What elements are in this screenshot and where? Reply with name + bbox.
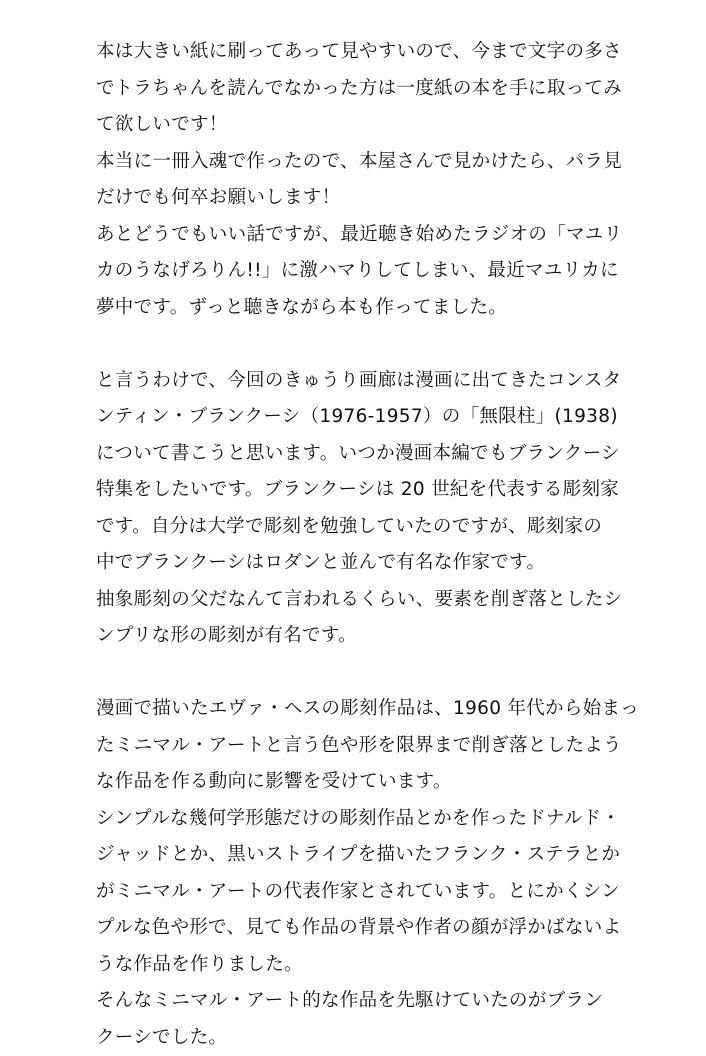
- text-line: 中でブランクーシはロダンと並んで有名な作家です。: [96, 545, 626, 582]
- text-line: がミニマル・アートの代表作家とされています。とにかくシン: [96, 874, 626, 911]
- text-line: プルな色や形で、見ても作品の背景や作者の顔が浮かばないよ: [96, 910, 626, 947]
- text-line: 本当に一冊入魂で作ったので、本屋さんで見かけたら、パラ見: [96, 144, 626, 181]
- text-line: だけでも何卒お願いします！: [96, 180, 626, 217]
- text-line: ジャッドとか、黒いストライプを描いたフランク・ステラとか: [96, 837, 626, 874]
- text-line: と言うわけで、今回のきゅうり画廊は漫画に出てきたコンスタ: [96, 363, 626, 400]
- text-line: 夢中です。ずっと聴きながら本も作ってました。: [96, 290, 626, 327]
- text-line: について書こうと思います。いつか漫画本編でもブランクーシ: [96, 436, 626, 473]
- text-line: な作品を作る動向に影響を受けています。: [96, 764, 626, 801]
- text-line: ンプリな形の彫刻が有名です。: [96, 618, 626, 655]
- paragraph-spacer: [96, 655, 626, 692]
- text-line: カのうなげろりん!!」に激ハマりしてしまい、最近マユリカに: [96, 253, 626, 290]
- paragraph-spacer: [96, 326, 626, 363]
- text-line: そんなミニマル・アート的な作品を先駆けていたのがブラン: [96, 983, 626, 1020]
- text-line: です。自分は大学で彫刻を勉強していたのですが、彫刻家の: [96, 509, 626, 546]
- text-line: 抽象彫刻の父だなんて言われるくらい、要素を削ぎ落としたシ: [96, 582, 626, 619]
- text-line: あとどうでもいい話ですが、最近聴き始めたラジオの「マユリ: [96, 217, 626, 254]
- text-line: クーシでした。: [96, 1020, 626, 1056]
- text-line: て欲しいです！: [96, 107, 626, 144]
- text-line: 特集をしたいです。ブランクーシは 20 世紀を代表する彫刻家: [96, 472, 626, 509]
- text-line: シンプルな幾何学形態だけの彫刻作品とかを作ったドナルド・: [96, 801, 626, 838]
- text-line: たミニマル・アートと言う色や形を限界まで削ぎ落としたよう: [96, 728, 626, 765]
- text-line: うな作品を作りました。: [96, 947, 626, 984]
- body-text: [96, 34, 626, 1056]
- text-line: でトラちゃんを読んでなかった方は一度紙の本を手に取ってみ: [96, 71, 626, 108]
- text-line: ンティン・ブランクーシ（1976-1957）の「無限柱」(1938): [96, 399, 626, 436]
- text-line: 本は大きい紙に刷ってあって見やすいので、今まで文字の多さ: [96, 34, 626, 71]
- text-line: 漫画で描いたエヴァ・ヘスの彫刻作品は、1960 年代から始まっ: [96, 691, 626, 728]
